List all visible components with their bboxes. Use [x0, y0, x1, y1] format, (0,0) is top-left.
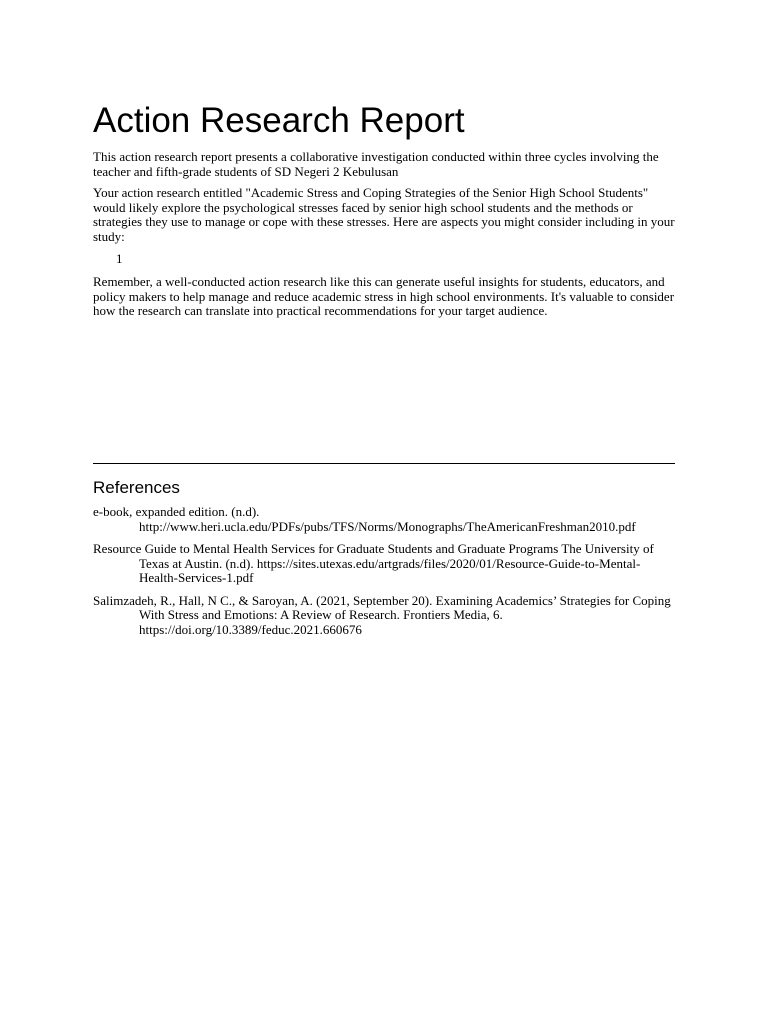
references-heading: References: [93, 478, 180, 497]
reference-first-line: Resource Guide to Mental Health Services for Graduate Students and Graduate Programs The University of: [93, 541, 654, 556]
list-item-number: 1: [116, 251, 123, 266]
reference-continuation: Texas at Austin. (n.d). https://sites.utexas.edu/artgrads/files/2020/01/Resource-Guide-to-Mental-Health-Services-1.pdf: [139, 555, 641, 585]
reference-item: [93, 594, 675, 638]
references-list: [93, 505, 675, 645]
reference-first-line: Salimzadeh, R., Hall, N C., & Saroyan, A. (2021, September 20). Examining Academics’ Strategies for Coping: [93, 592, 671, 608]
reference-continuation: With Stress and Emotions: A Review of Research. Frontiers Media, 6. https://doi.org/10.3389/feduc.2021.660676: [139, 607, 503, 637]
reference-continuation: http://www.heri.ucla.edu/PDFs/pubs/TFS/Norms/Monographs/TheAmericanFreshman2010.pdf: [139, 518, 636, 534]
reference-first-line: e-book, expanded edition. (n.d).: [93, 504, 260, 519]
intro-paragraph: This action research report presents a collaborative investigation conducted within three cycles involving the teacher and fifth-grade students of SD Negeri 2 Kebulusan: [93, 149, 659, 179]
closing-paragraph: Remember, a well-conducted action research like this can generate useful insights for students, educators, and policy makers to help manage and reduce academic stress in high school environments. It's valuable to consider how the research can translate into practical recommendations for your target audience.: [93, 274, 675, 318]
body-paragraph: Your action research entitled "Academic Stress and Coping Strategies of the Senior High School Students" would likely explore the psychological stresses faced by senior high school students and the methods or strategies they use to manage or cope with these stresses. Here are aspects you might consider including in your study:: [93, 185, 675, 244]
reference-item: [93, 542, 675, 586]
section-divider: [93, 463, 675, 464]
reference-item: [93, 505, 675, 534]
page-title: Action Research Report: [93, 101, 465, 140]
